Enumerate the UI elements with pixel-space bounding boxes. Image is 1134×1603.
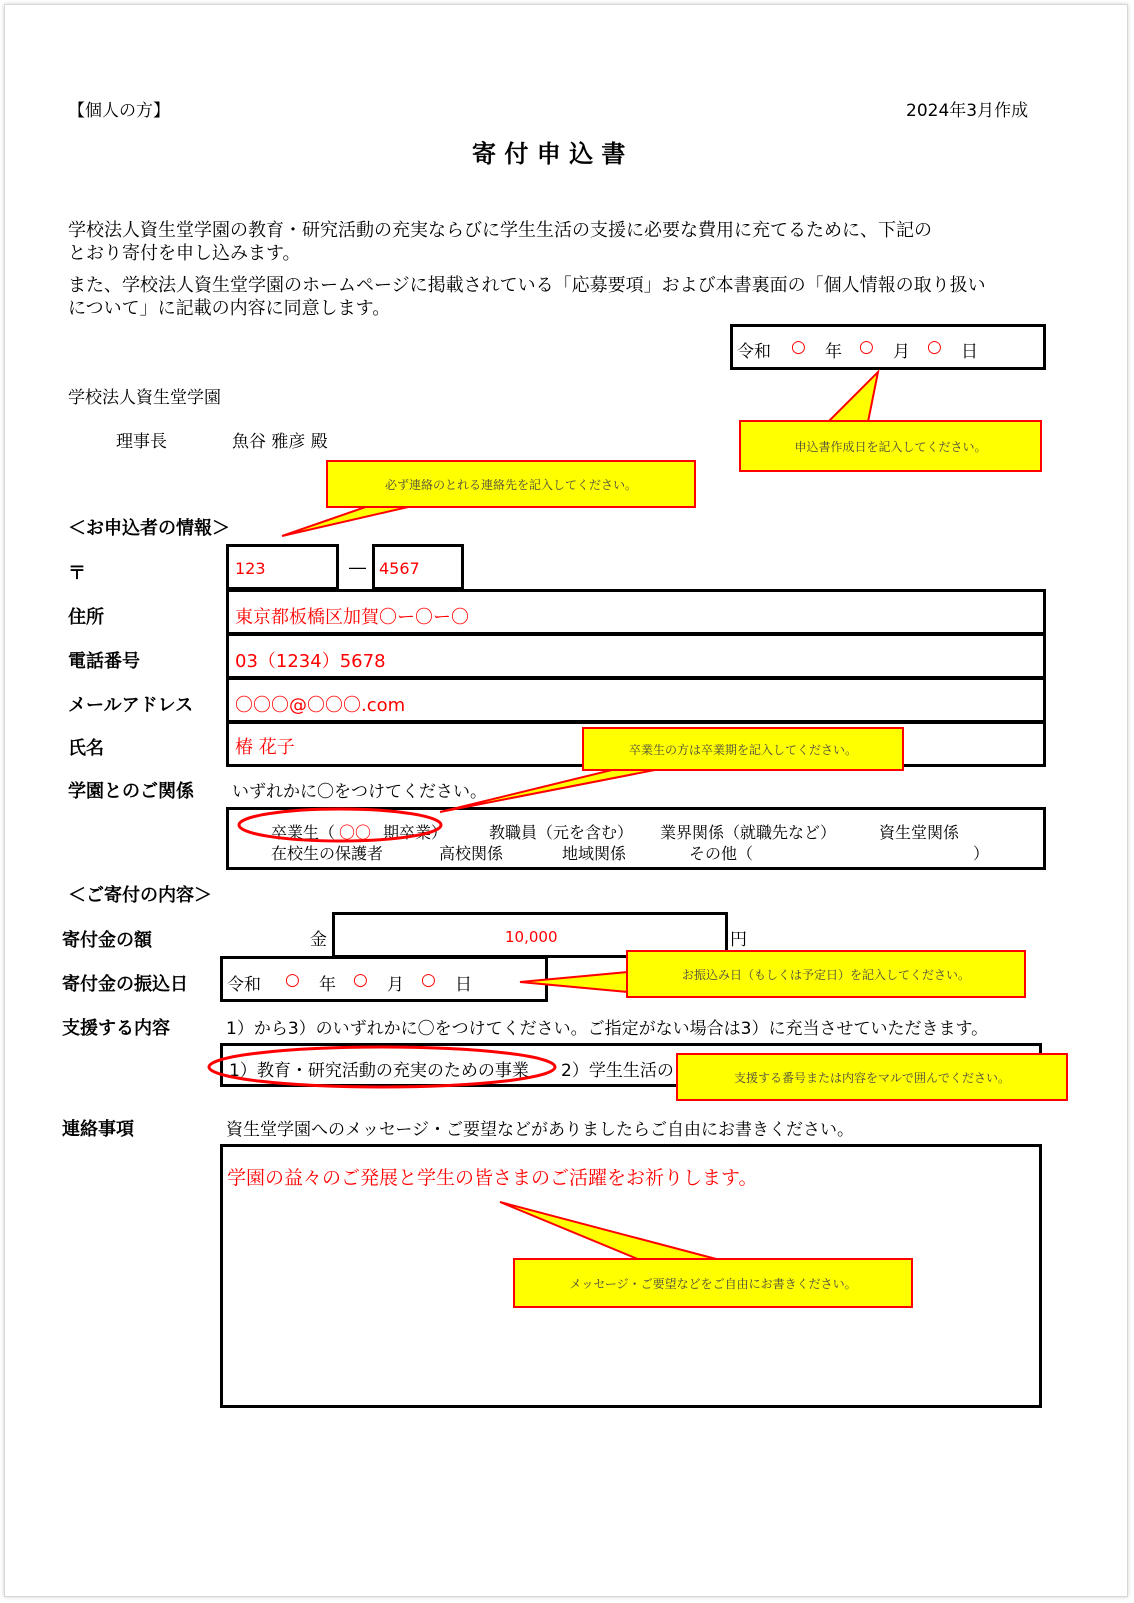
postal-dash: ― <box>349 558 366 578</box>
intro-line-2: とおり寄付を申し込みます。 <box>68 243 301 264</box>
amount-unit: 円 <box>730 930 747 950</box>
date-month-unit: 月 <box>893 342 910 362</box>
date-callout: 申込書作成日を記入してください。 <box>739 420 1042 472</box>
recipient-name: 魚谷 雅彦 殿 <box>232 432 328 452</box>
transfer-date-label: 寄付金の振込日 <box>62 974 188 995</box>
message-callout-pointer <box>500 1202 720 1260</box>
address-value: 東京都板橋区加賀〇ー〇ー〇 <box>235 607 469 628</box>
recipient-title: 理事長 <box>116 432 167 452</box>
relation-graduate-suffix: 期卒業） <box>383 823 448 842</box>
relation-graduate-term: 〇〇 <box>339 823 372 842</box>
transfer-year-unit: 年 <box>319 975 336 995</box>
relation-other-option[interactable]: その他（ <box>689 844 754 863</box>
message-callout: メッセージ・ご要望などをご自由にお書きください。 <box>513 1258 913 1308</box>
transfer-year-value: ○ <box>285 970 300 990</box>
relation-graduate-prefix: 卒業生（ <box>271 823 336 842</box>
created-date: 2024年3月作成 <box>906 101 1029 121</box>
message-value: 学園の益々のご発展と学生の皆さまのご活躍をお祈りします。 <box>227 1167 758 1189</box>
support-callout: 支援する番号または内容をマルで囲んでください。 <box>676 1053 1068 1101</box>
intro-line-3: また、学校法人資生堂学園のホームページに掲載されている「応募要項」および本書裏面の「個人情報の取り扱い <box>68 275 986 296</box>
relation-note: いずれかに〇をつけてください。 <box>232 782 487 802</box>
page-title: 寄 付 申 込 書 <box>472 140 626 168</box>
name-value: 椿 花子 <box>235 737 295 758</box>
transfer-day-value: ○ <box>421 970 436 990</box>
email-label: メールアドレス <box>68 695 194 716</box>
relation-shiseido-option[interactable]: 資生堂関係 <box>879 823 960 842</box>
support-note: 1）から3）のいずれかに〇をつけてください。ご指定がない場合は3）に充当させていただきます。 <box>226 1019 989 1039</box>
graduate-circle-mark <box>239 809 441 841</box>
donation-heading: ＜ご寄付の内容＞ <box>68 885 212 906</box>
relation-parent-option[interactable]: 在校生の保護者 <box>271 844 384 863</box>
date-year-unit: 年 <box>825 342 842 362</box>
support-option-2[interactable]: 2）学生生活の <box>561 1061 674 1081</box>
amount-label: 寄付金の額 <box>62 930 152 951</box>
phone-value: 03（1234）5678 <box>235 651 386 672</box>
contact-note: 資生堂学園へのメッセージ・ご要望などがありましたらご自由にお書きください。 <box>226 1120 854 1140</box>
relation-other-close: ） <box>973 844 990 863</box>
graduate-callout: 卒業生の方は卒業期を記入してください。 <box>582 727 904 771</box>
transfer-day-unit: 日 <box>455 975 472 995</box>
support-option-1[interactable]: 1）教育・研究活動の充実のための事業 <box>229 1061 529 1081</box>
transfer-callout-pointer <box>520 972 628 992</box>
phone-label: 電話番号 <box>68 651 140 672</box>
intro-line-1: 学校法人資生堂学園の教育・研究活動の充実ならびに学生生活の支援に必要な費用に充てるために、下記の <box>68 220 932 241</box>
relation-label: 学園とのご関係 <box>68 781 194 802</box>
support-option-1-circle-mark <box>209 1047 555 1087</box>
applicant-heading: ＜お申込者の情報＞ <box>68 518 230 539</box>
relation-staff-option[interactable]: 教職員（元を含む） <box>489 823 634 842</box>
date-month-value: ○ <box>859 337 874 357</box>
amount-value: 10,000 <box>505 928 558 946</box>
date-day-value: ○ <box>927 337 942 357</box>
date-callout-pointer <box>828 372 878 422</box>
date-year-value: ○ <box>791 337 806 357</box>
category-label: 【個人の方】 <box>68 101 170 121</box>
transfer-era: 令和 <box>227 975 261 995</box>
date-era: 令和 <box>737 342 771 362</box>
relation-industry-option[interactable]: 業界関係（就職先など） <box>660 823 837 842</box>
postal-label: 〒 <box>68 563 86 584</box>
postal-code-2-value: 4567 <box>379 559 420 578</box>
relation-highschool-option[interactable]: 高校関係 <box>439 844 504 863</box>
recipient-org: 学校法人資生堂学園 <box>68 388 221 408</box>
graduate-callout-pointer <box>440 768 665 812</box>
email-value: 〇〇〇@〇〇〇.com <box>235 695 406 716</box>
support-label: 支援する内容 <box>62 1018 170 1039</box>
address-label: 住所 <box>68 607 104 628</box>
relation-local-option[interactable]: 地域関係 <box>562 844 627 863</box>
name-label: 氏名 <box>68 738 104 759</box>
transfer-month-unit: 月 <box>387 975 404 995</box>
contact-callout: 必ず連絡のとれる連絡先を記入してください。 <box>326 460 696 508</box>
contact-label: 連絡事項 <box>62 1119 134 1140</box>
transfer-month-value: ○ <box>353 970 368 990</box>
postal-code-1-value: 123 <box>235 559 266 578</box>
date-day-unit: 日 <box>961 342 978 362</box>
transfer-callout: お振込み日（もしくは予定日）を記入してください。 <box>626 950 1026 998</box>
amount-prefix: 金 <box>310 930 327 950</box>
intro-line-4: について」に記載の内容に同意します。 <box>68 298 391 319</box>
